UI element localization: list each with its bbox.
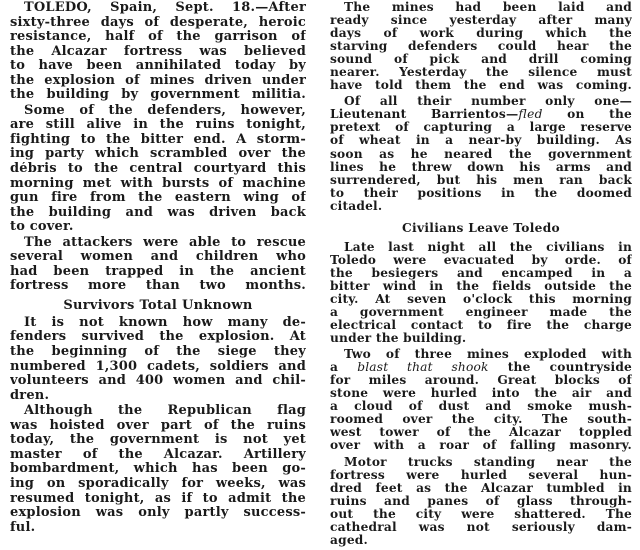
text-line: the building and was driven back: [10, 205, 306, 220]
text-line: for miles around. Great blocks of: [330, 374, 632, 388]
text-line: the beginning of the siege they: [10, 345, 306, 360]
text-line: dred feet as the Alcazar tumbled in: [330, 481, 632, 495]
text-line: fortress more than two months.: [10, 279, 306, 294]
text-line: sound of pick and drill coming: [330, 53, 632, 67]
text-line: morning met with bursts of machine: [10, 176, 306, 191]
text-line: Of all their number only one—: [344, 95, 632, 109]
text-line: today, the government is not yet: [10, 433, 306, 448]
text-line: explosion was only partly success-: [10, 506, 306, 521]
text-line: The attackers were able to rescue: [24, 235, 306, 250]
paragraph: [10, 236, 306, 294]
text-line: fighting to the bitter end. A storm-: [10, 132, 306, 147]
text-line: fenders survived the explosion. At: [10, 330, 306, 345]
text-line: roomed over the city. The south-: [330, 413, 632, 427]
text-line: bombardment, which has been go-: [10, 462, 306, 477]
text-line: several women and children who: [10, 250, 306, 265]
text-line: nearer. Yesterday the silence must: [330, 66, 632, 80]
text-line: gun fire from the eastern wing of: [10, 191, 306, 206]
text-line: numbered 1,300 cadets, soldiers and: [10, 359, 306, 374]
text-line: Although the Republican flag: [24, 404, 306, 419]
text-line: over with a roar of falling masonry.: [330, 439, 632, 453]
text-line: starving defenders could hear the: [330, 40, 632, 54]
text-segment: a: [330, 361, 358, 375]
text-line: resistance, half of the garrison of: [10, 30, 306, 45]
text-line: cathedral was not seriously dam-: [330, 520, 632, 534]
subheading: Survivors Total Unknown: [63, 297, 253, 313]
paragraph: [330, 1, 632, 92]
text-line: volunteers and 400 women and chil-: [10, 374, 306, 389]
text-segment: Lieutenant Barrientos—: [330, 108, 519, 122]
article-column-right: [330, 1, 632, 550]
text-line: The mines had been laid and: [344, 1, 632, 14]
paragraph: [10, 316, 306, 403]
text-line: the Alcazar fortress was believed: [10, 44, 306, 59]
text-line: days of work during which the: [330, 27, 632, 41]
text-line: master of the Alcazar. Artillery: [10, 447, 306, 462]
paragraph: [10, 104, 306, 235]
article-column-left: [10, 1, 306, 536]
text-line: ing on sporadically for weeks, was: [10, 476, 306, 491]
text-line: Some of the defenders, however,: [24, 103, 306, 118]
text-line: to have been annihilated today by: [10, 59, 306, 74]
text-line: ruins and panes of glass through-: [330, 494, 632, 508]
text-line: stone were hurled into the air and: [330, 387, 632, 401]
text-line: ing party which scrambled over the: [10, 147, 306, 162]
text-line: of wheat in a near-by building. As: [330, 134, 632, 148]
text-line: are still alive in the ruins tonight,: [10, 118, 306, 133]
text-line: resumed tonight, as if to admit the: [10, 491, 306, 506]
text-line: electrical contact to fire the charge: [330, 319, 632, 333]
text-line: It is not known how many de-: [24, 315, 306, 330]
text-line: ful.: [10, 520, 36, 535]
text-line: the explosion of mines driven under: [10, 73, 306, 88]
text-line: Motor trucks standing near the: [344, 455, 632, 469]
paragraph: [330, 241, 632, 345]
text-line: bitter wind in the fields outside the: [330, 279, 632, 293]
text-line: débris to the central courtyard this: [10, 162, 306, 177]
text-line: have told them the end was coming.: [330, 79, 632, 93]
italic-text: blast that shook: [357, 361, 489, 375]
paragraph: [10, 404, 306, 535]
text-line: Late last night all the civilians in: [344, 240, 632, 254]
text-line: fortress were hurled several hun-: [330, 468, 632, 482]
text-line: [330, 361, 632, 374]
text-line: city. At seven o'clock this morning: [330, 292, 632, 306]
text-line: a cloud of dust and smoke mush-: [330, 400, 632, 414]
paragraph: [330, 95, 632, 212]
text-line: surrendered, but his men ran back: [330, 173, 632, 187]
text-line: ready since yesterday after many: [330, 14, 632, 28]
text-line: dren.: [10, 388, 50, 403]
italic-text: fled: [518, 108, 543, 122]
text-line: out the city were shattered. The: [330, 507, 632, 521]
text-line: Toledo were evacuated by orde. of: [330, 253, 632, 267]
text-line: to their positions in the doomed: [330, 186, 632, 200]
text-line: to cover.: [10, 220, 74, 235]
text-line: soon as he neared the government: [330, 147, 632, 161]
text-line: the besiegers and encamped in a: [330, 266, 632, 280]
text-line: Two of three mines exploded with: [344, 348, 632, 362]
text-line: lines he threw down his arms and: [330, 160, 632, 174]
subheading: Civilians Leave Toledo: [402, 220, 560, 235]
text-line: a government engineer made the: [330, 305, 632, 319]
text-segment: the countryside: [488, 361, 632, 375]
text-line: [330, 108, 632, 121]
text-line: was hoisted over part of the ruins: [10, 418, 306, 433]
text-line: the building by government militia.: [10, 88, 306, 103]
paragraph: [330, 348, 632, 452]
text-line: TOLEDO, Spain, Sept. 18.—After: [24, 1, 306, 15]
paragraph: [330, 456, 632, 547]
text-line: sixty-three days of desperate, heroic: [10, 15, 306, 30]
text-line: under the building.: [330, 332, 467, 346]
text-segment: on the: [542, 108, 632, 122]
text-line: pretext of capturing a large reserve: [330, 121, 632, 135]
text-line: aged.: [330, 533, 368, 547]
paragraph: [10, 1, 306, 103]
text-line: citadel.: [330, 199, 383, 213]
text-line: west tower of the Alcazar toppled: [330, 426, 632, 440]
text-line: had been trapped in the ancient: [10, 264, 306, 279]
